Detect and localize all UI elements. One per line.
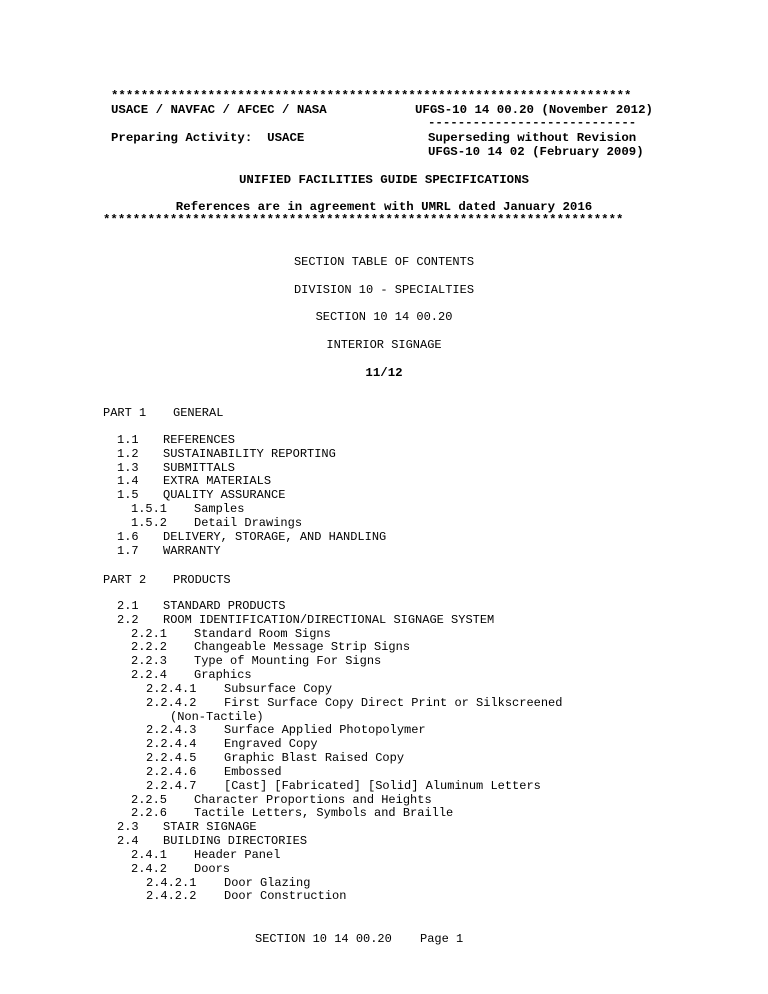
toc-entry — [117, 863, 737, 877]
toc-entry — [117, 628, 737, 642]
toc-entry — [117, 697, 737, 711]
toc-entry — [117, 724, 737, 738]
toc-entry-number: 1.3 — [117, 460, 139, 475]
section-date: 11/12 — [365, 366, 403, 380]
spec-rule: ---------------------------- — [428, 116, 637, 130]
toc-entry-title: Samples — [194, 502, 245, 517]
toc-entry — [117, 475, 737, 489]
toc-entry-number: 1.7 — [117, 543, 139, 558]
toc-entry — [117, 877, 737, 891]
toc-entry-title: SUBMITTALS — [163, 460, 236, 475]
division-heading: DIVISION 10 - SPECIALTIES — [293, 283, 475, 297]
toc-entry-title: Engraved Copy — [224, 737, 318, 752]
part-2-contents — [117, 600, 737, 904]
toc-entry-number: 2.4 — [117, 834, 139, 849]
agencies: USACE / NAVFAC / AFCEC / NASA — [111, 103, 327, 117]
toc-entry-number: 1.4 — [117, 474, 139, 489]
toc-entry-number: 2.2.4.2 — [146, 695, 197, 710]
toc-entry-number: 2.4.2.2 — [146, 889, 197, 904]
toc-entry — [117, 600, 737, 614]
star-rule-bottom: ********************************************************************** — [103, 213, 624, 227]
toc-entry-title: QUALITY ASSURANCE — [163, 488, 286, 503]
toc-entry — [117, 669, 737, 683]
toc-entry-title: First Surface Copy Direct Print or Silkscreened — [224, 695, 563, 710]
part-1-name: GENERAL — [173, 406, 224, 420]
toc-entry-title: Character Proportions and Heights — [194, 792, 432, 807]
toc-entry — [117, 780, 737, 794]
toc-entry — [117, 890, 737, 904]
toc-entry-title: Changeable Message Strip Signs — [194, 640, 411, 655]
toc-entry — [117, 766, 737, 780]
toc-entry — [117, 752, 737, 766]
toc-entry-title: Graphics — [194, 668, 252, 683]
toc-entry — [117, 835, 737, 849]
toc-entry — [117, 531, 737, 545]
toc-entry-title: BUILDING DIRECTORIES — [163, 834, 308, 849]
toc-entry-title: Surface Applied Photopolymer — [224, 723, 426, 738]
toc-entry-title: Type of Mounting For Signs — [194, 654, 382, 669]
toc-entry-title: Doors — [194, 861, 231, 876]
toc-entry-title: Embossed — [224, 764, 282, 779]
toc-entry-number: 2.2.4 — [131, 668, 168, 683]
toc-entry-title: DELIVERY, STORAGE, AND HANDLING — [163, 529, 387, 544]
toc-entry-title: WARRANTY — [163, 543, 221, 558]
toc-entry-number: 1.6 — [117, 529, 139, 544]
toc-entry-title: (Non-Tactile) — [170, 709, 264, 724]
footer-section-id: SECTION 10 14 00.20 — [255, 932, 392, 946]
toc-entry — [117, 655, 737, 669]
toc-entry-number: 2.2.4.5 — [146, 751, 197, 766]
toc-entry-number: 1.5.1 — [131, 502, 168, 517]
toc-entry-number: 2.2.4.3 — [146, 723, 197, 738]
toc-entry-number: 2.2.6 — [131, 806, 168, 821]
toc-entry-number: 1.5.2 — [131, 515, 168, 530]
toc-entry-number: 1.2 — [117, 446, 139, 461]
toc-entry-title: Graphic Blast Raised Copy — [224, 751, 405, 766]
toc-entry — [117, 448, 737, 462]
toc-entry — [117, 545, 737, 559]
toc-entry-number: 2.2.4.1 — [146, 681, 197, 696]
toc-entry — [117, 489, 737, 503]
toc-title: SECTION TABLE OF CONTENTS — [293, 255, 475, 269]
toc-entry-number: 1.5 — [117, 488, 139, 503]
toc-entry-title: Header Panel — [194, 847, 281, 862]
toc-entry — [117, 517, 737, 531]
toc-entry-title: Detail Drawings — [194, 515, 303, 530]
toc-entry — [117, 641, 737, 655]
toc-entry-title: SUSTAINABILITY REPORTING — [163, 446, 336, 461]
toc-entry-title: STANDARD PRODUCTS — [163, 599, 286, 613]
section-name: INTERIOR SIGNAGE — [326, 338, 442, 352]
toc-entry-number: 2.1 — [117, 599, 139, 613]
footer-page: Page 1 — [420, 932, 464, 946]
section-id: SECTION 10 14 00.20 — [315, 310, 453, 324]
toc-entry-number: 2.3 — [117, 820, 139, 835]
toc-entry — [117, 738, 737, 752]
toc-entry — [117, 821, 737, 835]
toc-entry-number: 2.4.1 — [131, 847, 168, 862]
part-2-name: PRODUCTS — [173, 573, 231, 587]
toc-entry-title: Standard Room Signs — [194, 626, 331, 641]
preparing-activity: Preparing Activity: USACE — [111, 131, 305, 145]
toc-entry-title: REFERENCES — [163, 433, 236, 447]
toc-entry-number: 2.2.2 — [131, 640, 168, 655]
part-1-contents — [117, 434, 737, 558]
toc-entry-number: 2.4.2.1 — [146, 875, 197, 890]
toc-entry — [117, 614, 737, 628]
toc-entry-title: STAIR SIGNAGE — [163, 820, 257, 835]
toc-entry — [117, 683, 737, 697]
toc-entry-title: [Cast] [Fabricated] [Solid] Aluminum Letters — [224, 778, 541, 793]
toc-entry — [117, 503, 737, 517]
part-2-label: PART 2 — [103, 573, 147, 587]
toc-entry — [117, 849, 737, 863]
toc-entry-number: 1.1 — [117, 433, 139, 447]
toc-entry-number: 2.2.4.6 — [146, 764, 197, 779]
superseded-spec-id: UFGS-10 14 02 (February 2009) — [428, 145, 644, 159]
toc-entry-title: ROOM IDENTIFICATION/DIRECTIONAL SIGNAGE SYSTEM — [163, 612, 495, 627]
toc-entry-title: EXTRA MATERIALS — [163, 474, 272, 489]
references-note: References are in agreement with UMRL dated January 2016 — [175, 200, 593, 214]
star-rule-top: ********************************************************************** — [111, 89, 632, 103]
document-title: UNIFIED FACILITIES GUIDE SPECIFICATIONS — [239, 173, 529, 187]
toc-entry-number: 2.2.3 — [131, 654, 168, 669]
toc-entry-title: Door Construction — [224, 889, 347, 904]
toc-entry-title: Door Glazing — [224, 875, 311, 890]
toc-entry — [117, 807, 737, 821]
superseding-text: Superseding without Revision — [428, 131, 637, 145]
part-1-label: PART 1 — [103, 406, 147, 420]
toc-entry-number: 2.2.5 — [131, 792, 168, 807]
toc-entry-number: 2.2 — [117, 612, 139, 627]
toc-entry-number: 2.2.4.7 — [146, 778, 197, 793]
toc-entry — [117, 794, 737, 808]
spec-id: UFGS-10 14 00.20 (November 2012) — [415, 103, 653, 117]
toc-entry-number: 2.2.4.4 — [146, 737, 197, 752]
toc-entry-number: 2.2.1 — [131, 626, 168, 641]
toc-entry-title: Tactile Letters, Symbols and Braille — [194, 806, 454, 821]
toc-entry-title: Subsurface Copy — [224, 681, 333, 696]
toc-entry — [117, 434, 737, 448]
toc-entry — [117, 711, 737, 725]
toc-entry — [117, 462, 737, 476]
toc-entry-number: 2.4.2 — [131, 861, 168, 876]
